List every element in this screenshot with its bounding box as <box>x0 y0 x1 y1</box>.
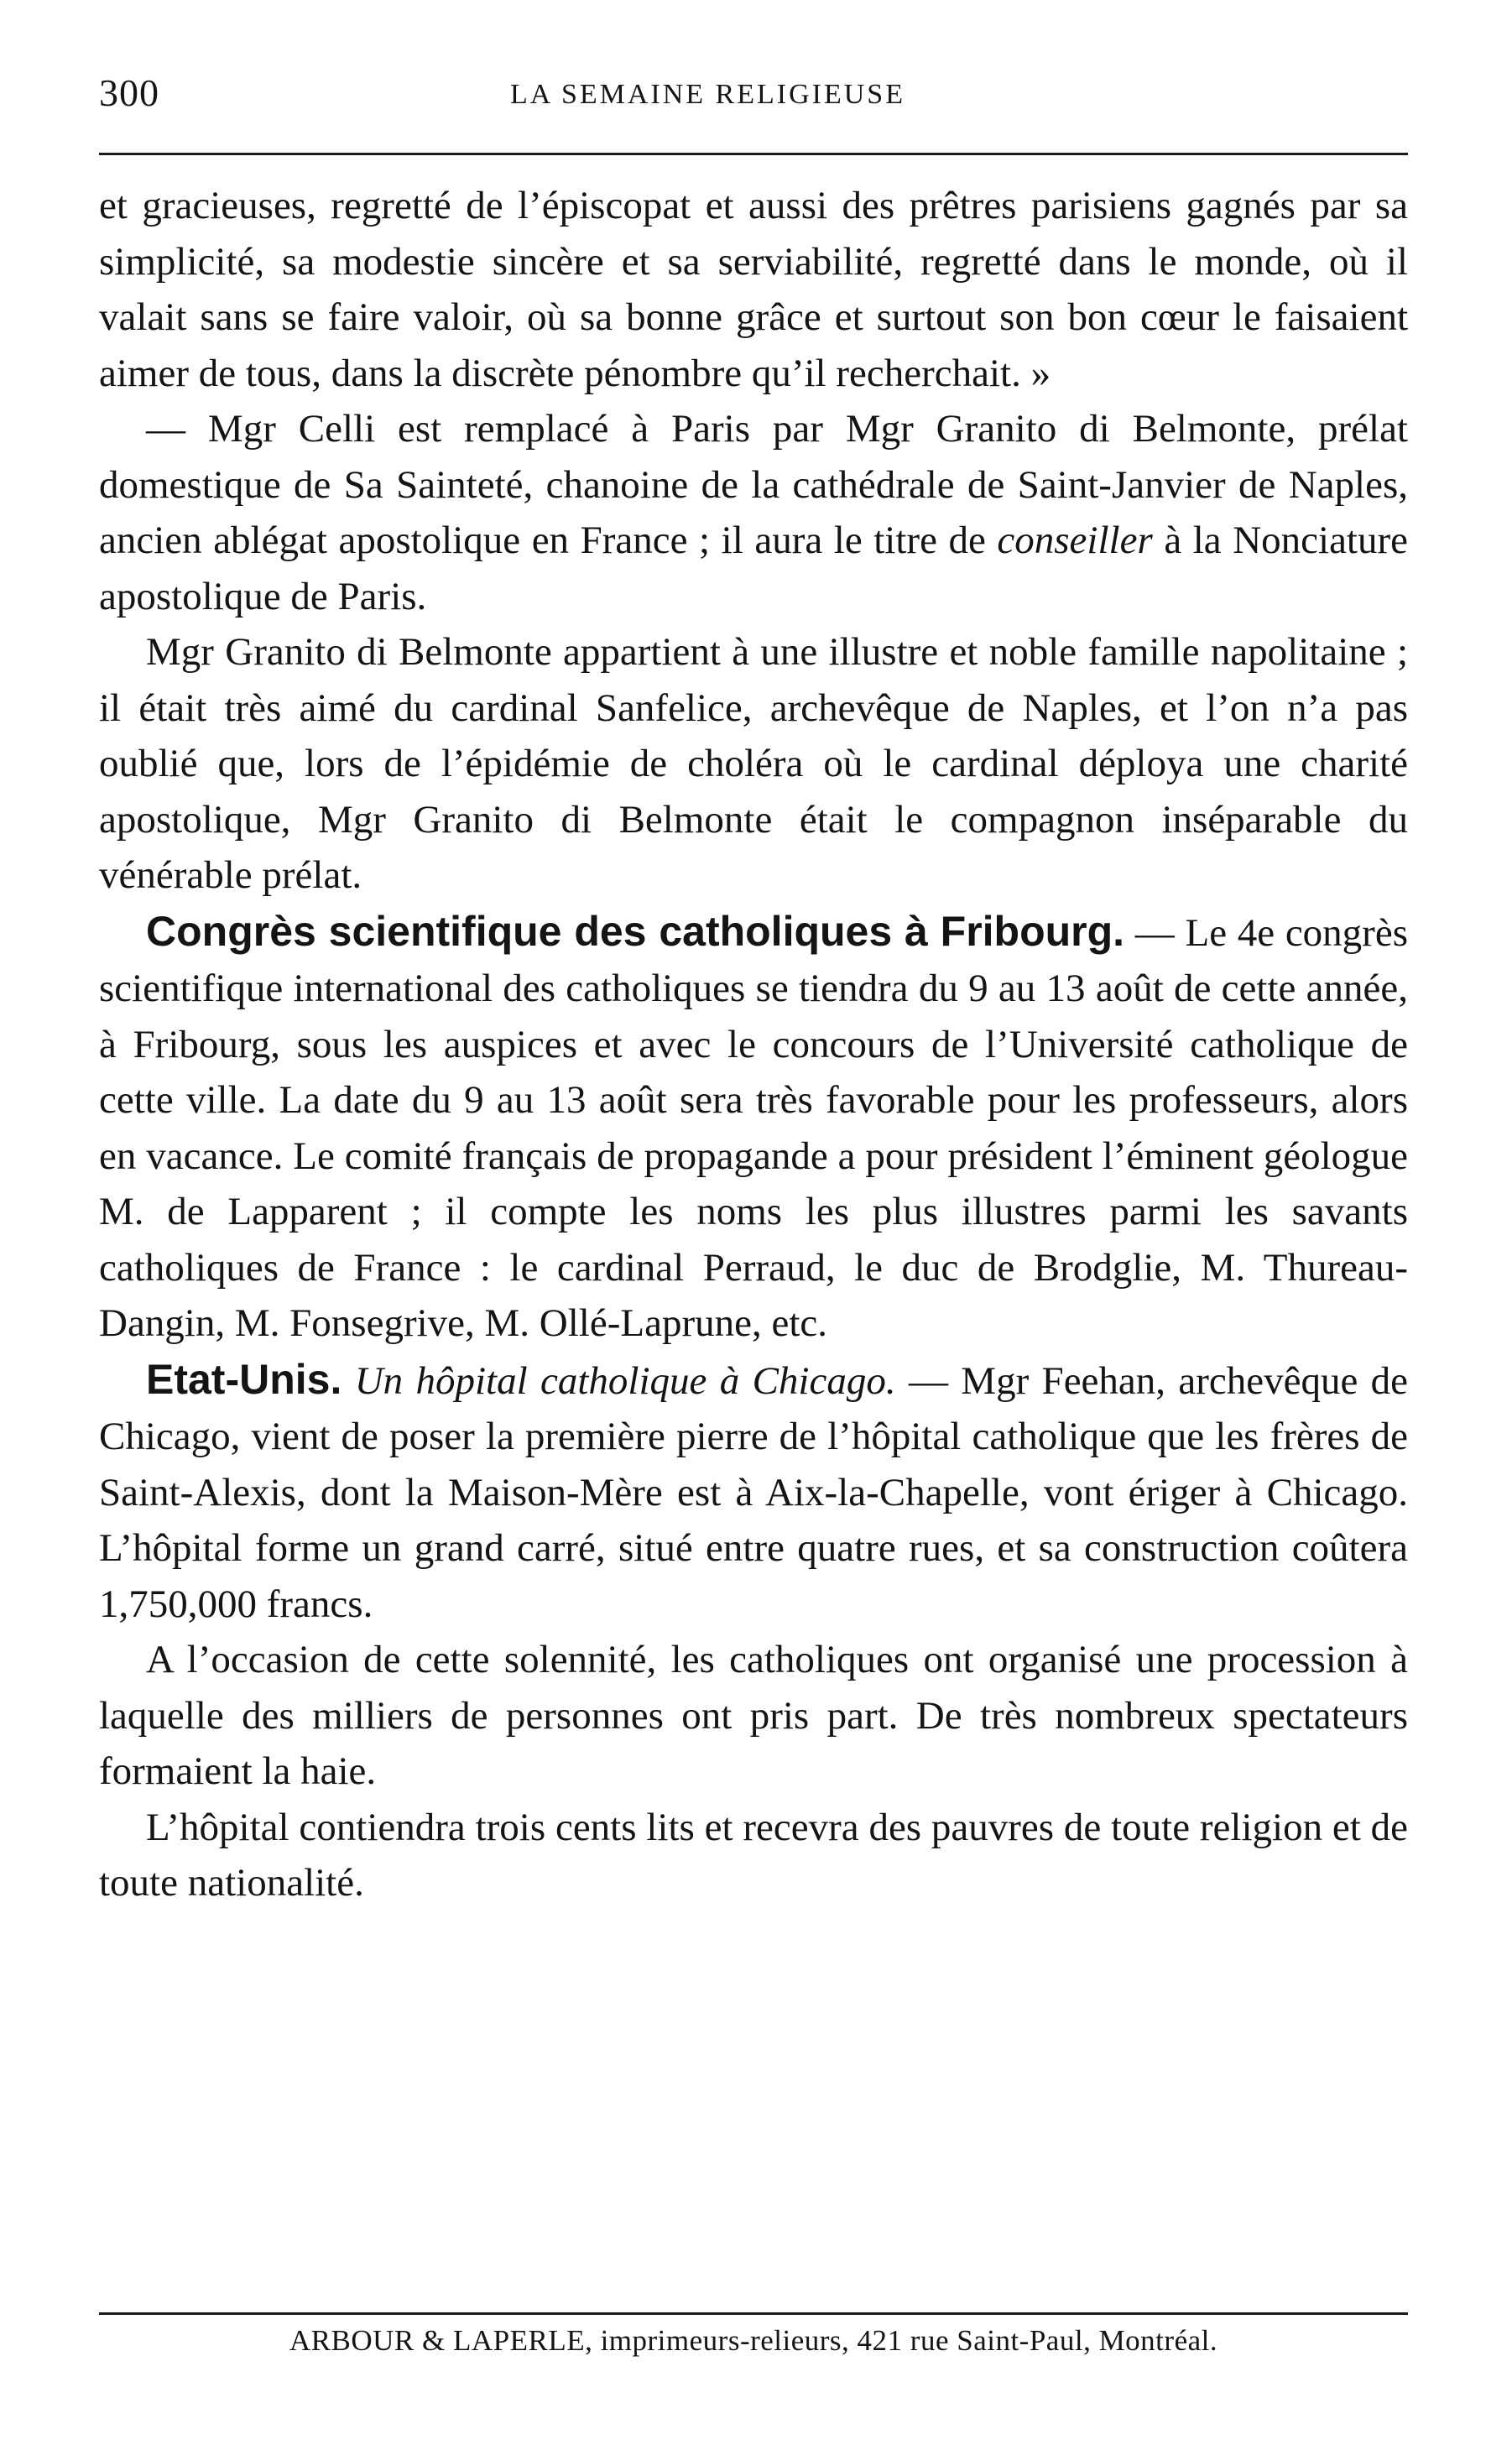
header-rule <box>99 153 1408 155</box>
paragraph-2-text: — Mgr Celli est remplacé à Paris par Mgr Granito di Belmonte, prélat domestique de Sa Sainteté, chanoine de la cathédrale de Saint-Janvier de Naples, ancien ablégat apostolique en France ; il aura le titre de <box>99 407 1408 562</box>
page-number: 300 <box>99 71 159 114</box>
footer-rule <box>99 2312 1408 2315</box>
printer-imprint: ARBOUR & LAPERLE, imprimeurs-relieurs, 421 rue Saint-Paul, Montréal. <box>289 2324 1218 2357</box>
paragraph-4-text: — Le 4e congrès scientifique international des catholiques se tiendra du 9 au 13 août de cette année, à Fribourg, sous les auspices et avec le concours de l’Université catholique de cette ville. La date du 9 au 13 août sera très favorable pour les professeurs, alors en vacance. Le comité français de propagande a pour président l’éminent géologue M. de Lapparent ; il compte les noms les plus illustres parmi les savants catholiques de France : le cardinal Perraud, le duc de Brodglie, M. Thureau-Dangin, M. Fonsegrive, M. Ollé-Laprune, etc. <box>99 910 1408 1345</box>
paragraph-6-text: A l’occasion de cette solennité, les catholiques ont organisé une procession à laquelle des milliers de personnes ont pris part. De très nombreux spectateurs formaient la haie. <box>99 1638 1408 1793</box>
paragraph-5 <box>99 1352 1408 1633</box>
paragraph-2-text-after: à la Nonciature apostolique de Paris. <box>99 519 1408 618</box>
paragraph-3-text: Mgr Granito di Belmonte appartient à une illustre et noble famille napolitaine ; il était très aimé du cardinal Sanfelice, archevêque de Naples, et l’on n’a pas oublié que, lors de l’épidémie de choléra où le cardinal déploya une charité apostolique, Mgr Granito di Belmonte était le compagnon inséparable du vénérable prélat. <box>99 630 1408 897</box>
paragraph-5-text: — Mgr Feehan, archevêque de Chicago, vient de poser la première pierre de l’hôpital catholique que les frères de Saint-Alexis, dont la Maison-Mère est à Aix-la-Chapelle, vont ériger à Chicago. L’hôpital forme un grand carré, situé entre quatre rues, et sa construction coûtera 1,750,000 francs. <box>99 1358 1409 1626</box>
paragraph-5-italic: Un hôpital catholique à Chicago. <box>354 1358 896 1403</box>
body-text <box>99 178 1408 1911</box>
section-heading-etats-unis: Etat-Unis. <box>146 1355 342 1403</box>
paragraph-7-text: L’hôpital contiendra trois cents lits et recevra des pauvres de toute religion et de toute nationalité. <box>99 1805 1408 1905</box>
paragraph-7 <box>99 1800 1408 1911</box>
paragraph-1-text: et gracieuses, regretté de l’épiscopat et aussi des prêtres parisiens gagnés par sa simplicité, sa modestie sincère et sa serviabilité, regretté dans le monde, où il valait sans se faire valoir, où sa bonne grâce et surtout son bon cœur le faisaient aimer de tous, dans la discrète pénombre qu’il recherchait. » <box>99 184 1408 395</box>
paragraph-2 <box>99 401 1408 624</box>
paragraph-6 <box>99 1632 1408 1800</box>
page-header <box>99 70 1408 129</box>
running-head: LA SEMAINE RELIGIEUSE <box>510 79 905 110</box>
paragraph-2-italic: conseiller <box>997 519 1153 562</box>
paragraph-4 <box>99 904 1408 1352</box>
paragraph-3 <box>99 624 1408 904</box>
paragraph-1 <box>99 178 1408 401</box>
section-heading-fribourg: Congrès scientifique des catholiques à Fribourg. <box>146 907 1125 955</box>
